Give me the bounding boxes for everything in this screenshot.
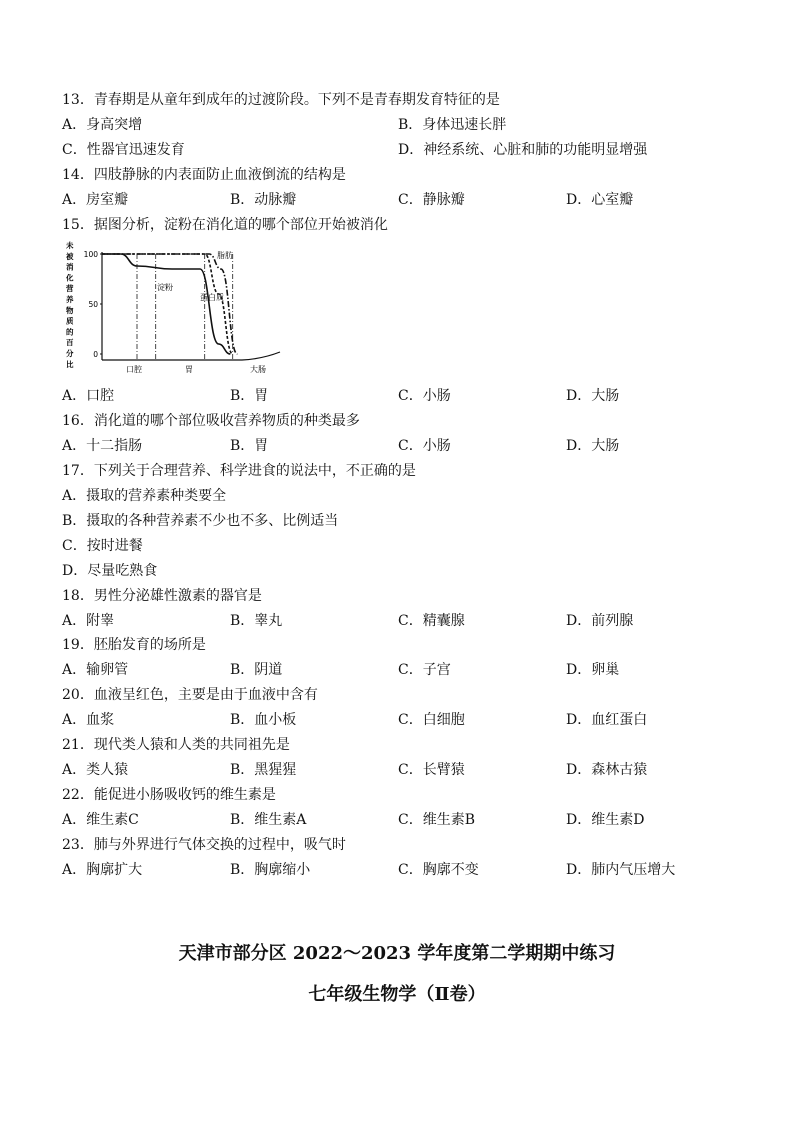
exam-subtitle: 七年级生物学（Ⅱ卷） (308, 984, 486, 1005)
question-18-option-c: C．精囊腺 (398, 613, 465, 629)
question-15-option-a: A．口腔 (62, 388, 115, 404)
y-tick-label: 100 (83, 250, 98, 259)
chart-ylabel (65, 240, 74, 369)
question-21-option-b: B．黑猩猩 (230, 762, 297, 778)
question-23-stem: 23．肺与外界进行气体交换的过程中，吸气时 (62, 837, 346, 853)
question-22-option-d: D．维生素D (566, 812, 645, 828)
question-21-stem: 21．现代类人猿和人类的共同祖先是 (62, 737, 290, 753)
question-20-stem: 20．血液呈红色，主要是由于血液中含有 (62, 687, 318, 703)
question-14-option-a: A．房室瓣 (62, 192, 129, 208)
question-13-option-b: B．身体迅速长胖 (398, 117, 507, 133)
question-23-option-a: A．胸廓扩大 (62, 862, 143, 878)
question-13-option-c: C．性器官迅速发育 (62, 142, 185, 158)
question-20-option-a: A．血浆 (62, 712, 115, 728)
question-13-stem: 13．青春期是从童年到成年的过渡阶段。下列不是青春期发育特征的是 (62, 92, 500, 108)
question-17-option-d: D．尽量吃熟食 (62, 563, 158, 579)
question-20-option-b: B．血小板 (230, 712, 297, 728)
series-starch-line (102, 254, 230, 354)
question-22-stem: 22．能促进小肠吸收钙的维生素是 (62, 787, 276, 803)
y-tick-label: 0 (93, 350, 98, 359)
question-23-option-d: D．肺内气压增大 (566, 862, 676, 878)
question-19-option-b: B．阴道 (230, 662, 283, 678)
x-region-mouth: 口腔 (126, 365, 142, 374)
x-region-stomach: 胃 (185, 365, 193, 374)
chart-ylabel-text: 未被消化营养物质的百分比 (66, 241, 74, 369)
question-16-option-a: A．十二指肠 (62, 438, 143, 454)
question-22-option-a: A．维生素C (62, 812, 139, 828)
question-13-option-d: D．神经系统、心脏和肺的功能明显增强 (398, 142, 648, 158)
question-19-option-d: D．卵巢 (566, 662, 620, 678)
question-19-stem: 19．胚胎发育的场所是 (62, 637, 206, 653)
question-21-option-c: C．长臂猿 (398, 762, 465, 778)
series-label-starch: 淀粉 (157, 283, 173, 292)
question-16-option-b: B．胃 (230, 438, 269, 454)
question-15-option-d: D．大肠 (566, 388, 620, 404)
question-21-option-d: D．森林古猿 (566, 762, 648, 778)
question-15-option-b: B．胃 (230, 388, 269, 404)
question-20-option-d: D．血红蛋白 (566, 712, 648, 728)
question-16-option-c: C．小肠 (398, 438, 451, 454)
question-17-option-a: A．摄取的营养素种类要全 (62, 488, 227, 504)
question-14-option-d: D．心室瓣 (566, 192, 634, 208)
exam-title: 天津市部分区 2022～2023 学年度第二学期期中练习 (178, 943, 616, 964)
question-15-option-c: C．小肠 (398, 388, 451, 404)
question-19-option-a: A．输卵管 (62, 662, 129, 678)
x-axis (102, 352, 280, 360)
question-18-stem: 18．男性分泌雄性激素的器官是 (62, 588, 262, 604)
question-22-option-c: C．维生素B (398, 812, 475, 828)
question-21-option-a: A．类人猿 (62, 762, 129, 778)
question-18-option-d: D．前列腺 (566, 613, 634, 629)
series-label-protein: 蛋白质 (200, 293, 224, 302)
question-23-option-b: B．胸廓缩小 (230, 862, 311, 878)
question-14-option-c: C．静脉瓣 (398, 192, 465, 208)
question-16-option-d: D．大肠 (566, 438, 620, 454)
y-tick-label: 50 (88, 300, 98, 309)
question-17-option-c: C．按时进餐 (62, 538, 143, 554)
question-13-option-a: A．身高突增 (62, 117, 143, 133)
question-16-stem: 16．消化道的哪个部位吸收营养物质的种类最多 (62, 413, 360, 429)
series-label-fat: 脂肪 (217, 251, 233, 260)
question-15-stem: 15．据图分析，淀粉在消化道的哪个部位开始被消化 (62, 217, 388, 233)
question-19-option-c: C．子宫 (398, 662, 451, 678)
digestion-chart (62, 238, 284, 378)
x-region-large-intestine: 大肠 (250, 365, 266, 374)
question-14-option-b: B．动脉瓣 (230, 192, 297, 208)
question-23-option-c: C．胸廓不变 (398, 862, 479, 878)
question-17-stem: 17．下列关于合理营养、科学进食的说法中，不正确的是 (62, 463, 416, 479)
question-17-option-b: B．摄取的各种营养素不少也不多、比例适当 (62, 513, 339, 529)
question-22-option-b: B．维生素A (230, 812, 307, 828)
question-18-option-a: A．附睾 (62, 613, 115, 629)
question-20-option-c: C．白细胞 (398, 712, 465, 728)
question-18-option-b: B．睾丸 (230, 613, 283, 629)
question-14-stem: 14．四肢静脉的内表面防止血液倒流的结构是 (62, 167, 346, 183)
